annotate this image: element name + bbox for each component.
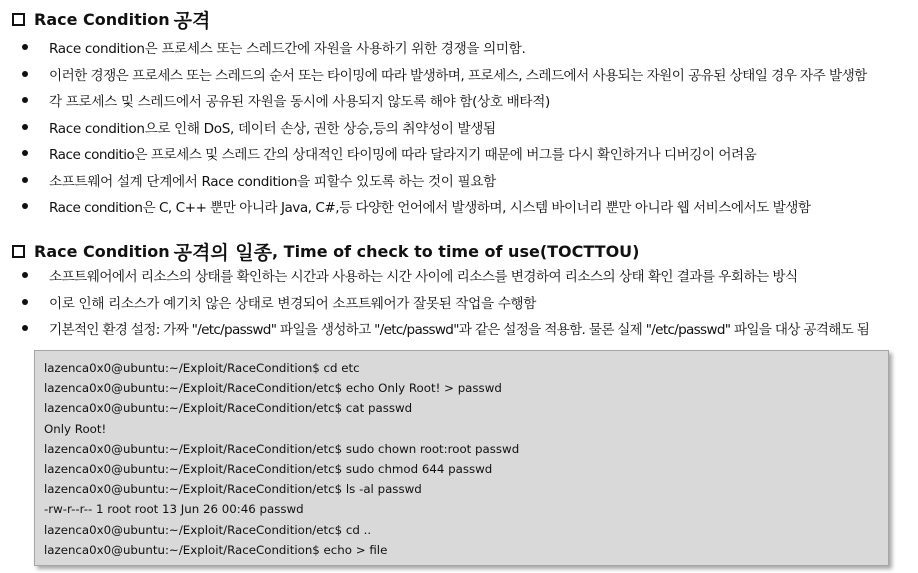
list-item [22,61,867,88]
terminal-line: lazenca0x0@ubuntu:~/Exploit/RaceCondition/etc$ sudo chmod 644 passwd [44,461,493,476]
list-item [22,315,869,342]
terminal-line: lazenca0x0@ubuntu:~/Exploit/RaceCondition/etc$ ls -al passwd [44,482,422,497]
list-item [22,193,867,220]
bullet-dot-icon [22,97,28,103]
bullet-dot-icon [22,177,28,183]
heading-text-ko: 공격 [173,10,211,32]
bullet-dot-icon [22,71,28,77]
list-item-text: 소프트웨어 설계 단계에서 Race condition을 피할수 있도록 하는 것이 필요함 [49,173,496,190]
heading-text-subtitle: , Time of check to time of use(TOCTTOU) [272,242,640,261]
terminal-line: lazenca0x0@ubuntu:~/Exploit/RaceCondition/etc$ cat passwd [44,401,413,416]
terminal-line: lazenca0x0@ubuntu:~/Exploit/RaceCondition$ echo > file [44,542,388,557]
list-item-text: Race condition은 C, C++ 뿐만 아니라 Java, C#,등 다양한 언어에서 발생하며, 시스템 바이너리 뿐만 아니라 웹 서비스에서도 발생함 [49,200,811,217]
terminal-line: lazenca0x0@ubuntu:~/Exploit/RaceCondition/etc$ echo Only Root! > passwd [44,381,502,396]
bullet-dot-icon [22,44,28,50]
terminal-line: Only Root! [44,421,107,436]
list-item [22,262,869,289]
list-item-text: Race condition은 프로세스 또는 스레드간에 자원을 사용하기 위한 경쟁을 의미함. [49,41,526,58]
list-item-text: 소프트웨어에서 리소스의 상태를 확인하는 시간과 사용하는 시간 사이에 리소스를 변경하여 리소스의 상태 확인 결과를 우회하는 방식 [49,269,798,286]
terminal-line: -rw-r--r-- 1 root root 13 Jun 26 00:46 passwd [44,502,304,517]
bullet-dot-icon [22,150,28,156]
section-heading-race-condition-attack [12,6,210,33]
bullet-dot-icon [22,272,28,278]
list-item [22,87,867,114]
checkbox-bullet-icon [12,245,25,258]
list-item [22,114,867,141]
list-item-text: 기본적인 환경 설정: 가짜 "/etc/passwd" 파일을 생성하고 "/etc/passwd"과 같은 설정을 적용함. 물론 실제 "/etc/passwd" 파일을 대상 공격해도 됨 [49,322,870,339]
checkbox-bullet-icon [12,13,25,26]
terminal-output-box [34,350,889,566]
bullet-dot-icon [22,325,28,331]
terminal-line: lazenca0x0@ubuntu:~/Exploit/RaceCondition/etc$ sudo chown root:root passwd [44,441,520,456]
list-item-text: 이러한 경쟁은 프로세스 또는 스레드의 순서 또는 타이밍에 따라 발생하며, 프로세스, 스레드에서 사용되는 자원이 공유된 상태일 경우 자주 발생함 [49,67,867,84]
list-item [22,167,867,194]
list-item-text: 이로 인해 리소스가 예기치 않은 상태로 변경되어 소프트웨어가 잘못된 작업을 수행함 [49,295,537,312]
bullet-dot-icon [22,203,28,209]
list-item [22,289,869,316]
bullet-dot-icon [22,299,28,305]
terminal-line: lazenca0x0@ubuntu:~/Exploit/RaceCondition/etc$ cd .. [44,522,372,537]
list-item [22,140,867,167]
heading-text-en: Race Condition [34,242,170,261]
heading-text-en: Race Condition [34,10,170,29]
list-item-text: 각 프로세스 및 스레드에서 공유된 자원을 동시에 사용되지 않도록 해야 함(상호 배타적) [49,94,550,111]
tocttou-bullet-list [22,262,869,342]
list-item-text: Race conditio은 프로세스 및 스레드 간의 상대적인 타이밍에 따라 달라지기 때문에 버그를 다시 확인하거나 디버깅이 어려움 [49,147,757,164]
race-condition-bullet-list [22,34,867,220]
heading-text-ko: 공격의 일종 [173,242,272,264]
bullet-dot-icon [22,124,28,130]
list-item-text: Race condition으로 인해 DoS, 데이터 손상, 권한 상승,등의 취약성이 발생됨 [49,120,496,137]
terminal-line: lazenca0x0@ubuntu:~/Exploit/RaceCondition$ cd etc [44,361,360,375]
list-item [22,34,867,61]
section-heading-tocttou [12,238,639,265]
